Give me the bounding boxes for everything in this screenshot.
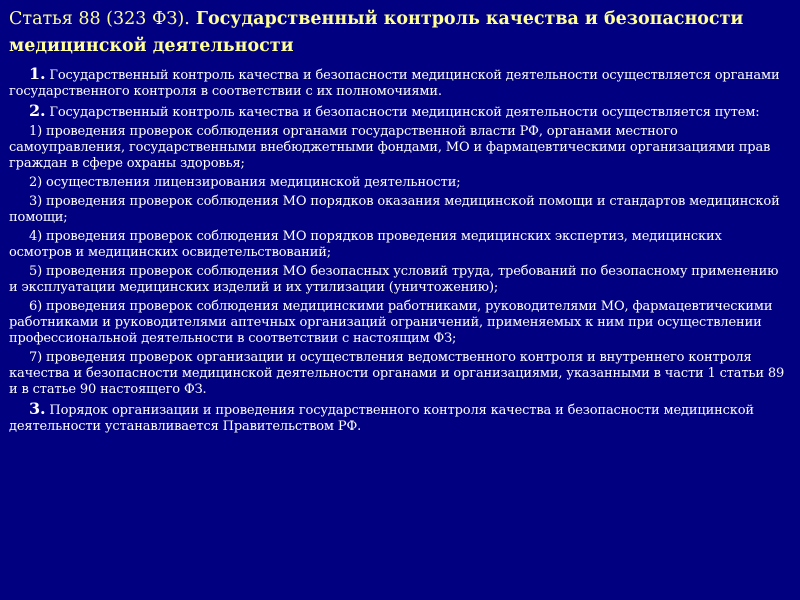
list-item: 7) проведения проверок организации и осуществления ведомственного контроля и внутреннего контроля качества и безопасности медицинской деятельности органами и организациями, указанными в части 1 статьи 89 и в статье 90 настоящего ФЗ. <box>9 350 785 397</box>
paragraph-number: 2. <box>29 101 46 120</box>
paragraph-number: 3. <box>29 399 46 418</box>
paragraph-text: Государственный контроль качества и безопасности медицинской деятельности осуществляется путем: <box>49 105 760 120</box>
paragraph-3 <box>9 401 786 435</box>
article-body <box>9 66 786 435</box>
paragraph-2 <box>9 103 786 121</box>
list-item: 1) проведения проверок соблюдения органами государственной власти РФ, органами местного самоуправления, государственными внебюджетными фондами, МО и фармацевтическими организациями прав граждан в сфере охраны здоровья; <box>9 124 771 171</box>
slide-title <box>9 6 786 60</box>
list-item: 2) осуществления лицензирования медицинской деятельности; <box>29 175 461 190</box>
paragraph-1 <box>9 66 786 100</box>
article-title: Государственный контроль качества и безопасности медицинской деятельности <box>9 9 744 56</box>
list-item: 6) проведения проверок соблюдения медицинскими работниками, руководителями МО, фармацевтическими работниками и руководителями аптечных организаций ограничений, применяемых к ним при осуществлении профессиональной деятельности в соответствии с настоящим ФЗ; <box>9 299 773 346</box>
list-item: 4) проведения проверок соблюдения МО порядков проведения медицинских экспертиз, медицинских осмотров и медицинских освидетельствований; <box>9 229 722 260</box>
article-number: Статья 88 (323 ФЗ). <box>9 9 190 29</box>
paragraph-number: 1. <box>29 64 46 83</box>
list-item: 3) проведения проверок соблюдения МО порядков оказания медицинской помощи и стандартов медицинской помощи; <box>9 194 780 225</box>
paragraph-text: Порядок организации и проведения государственного контроля качества и безопасности медицинской деятельности устанавливается Правительством РФ. <box>9 403 754 434</box>
list-item: 5) проведения проверок соблюдения МО безопасных условий труда, требований по безопасному применению и эксплуатации медицинских изделий и их утилизации (уничтожению); <box>9 264 779 295</box>
paragraph-text: Государственный контроль качества и безопасности медицинской деятельности осуществляется органами государственного контроля в соответствии с их полномочиями. <box>9 68 780 99</box>
